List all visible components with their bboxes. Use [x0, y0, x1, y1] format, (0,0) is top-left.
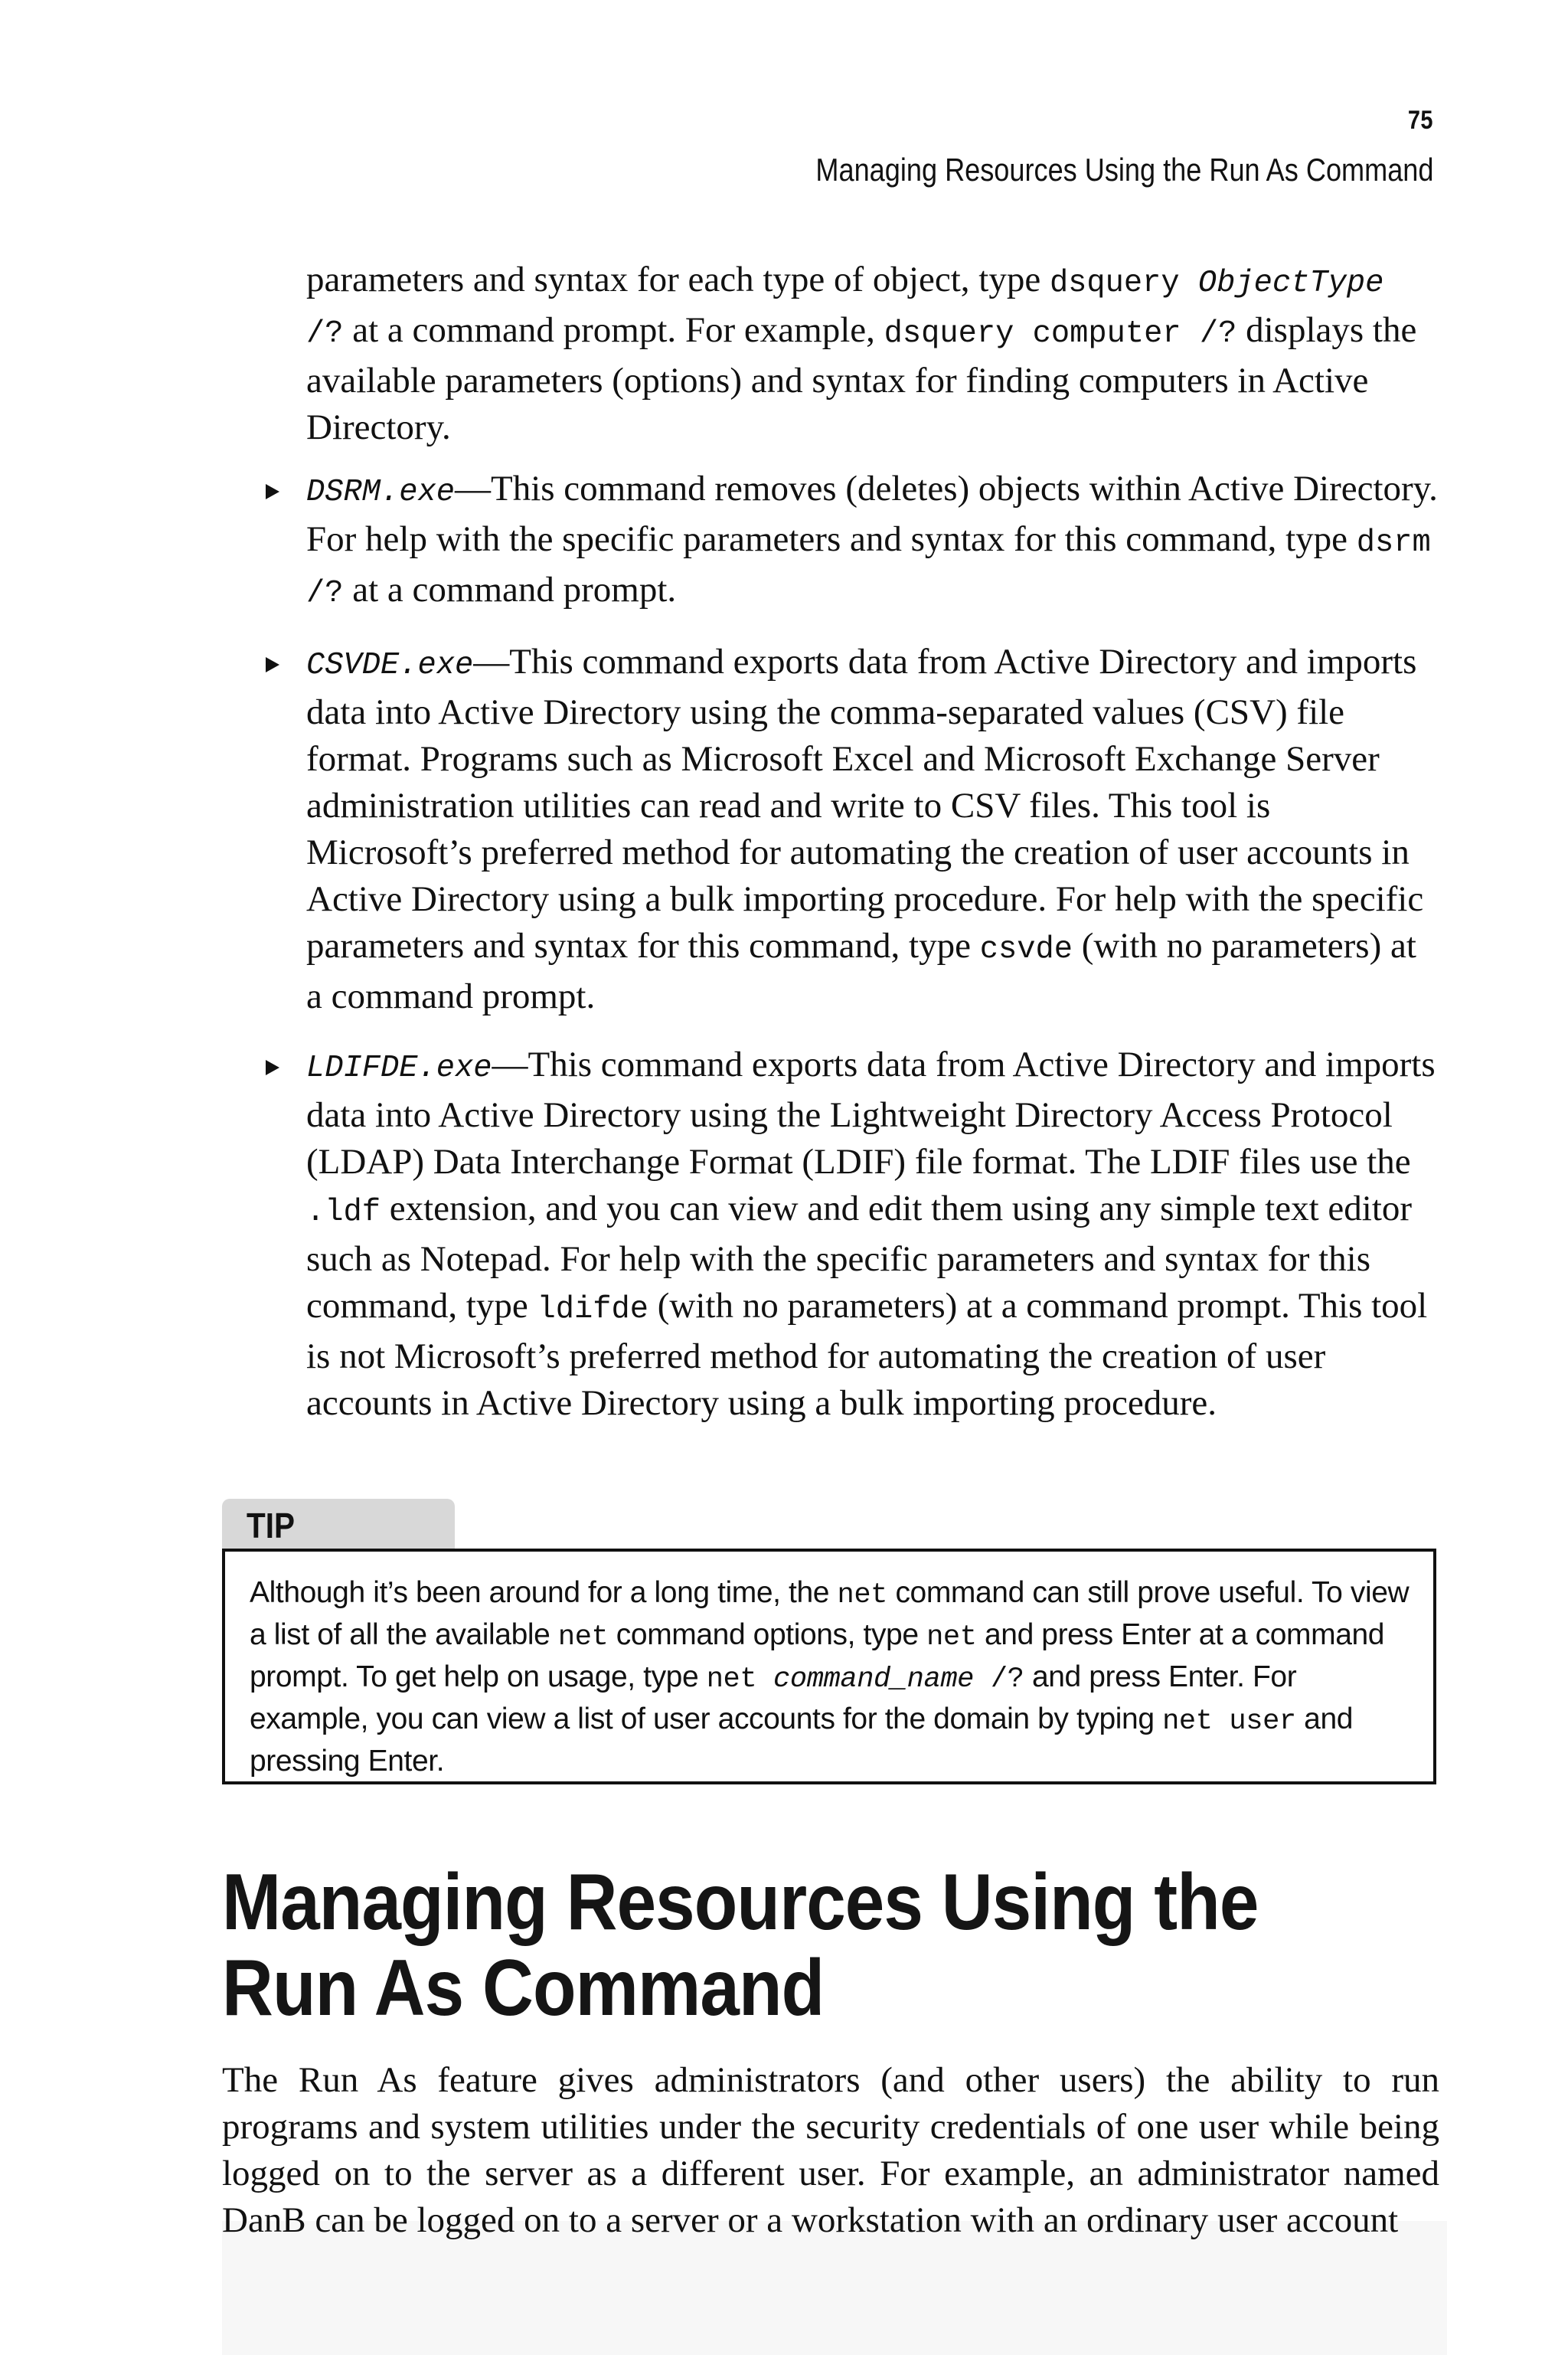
bullet-text: at a command prompt. — [343, 570, 677, 610]
bullet-triangle-icon — [266, 657, 279, 672]
tip-text-run: command can still prove useful. To view a list of all the available — [250, 1576, 1410, 1651]
code-net: net — [557, 1621, 609, 1653]
code-ldf: .ldf — [306, 1195, 381, 1230]
running-header: Managing Resources Using the Run As Command — [815, 152, 1433, 188]
bullet-text: (with no parameters) at a command prompt. — [306, 926, 1416, 1016]
bullet-csvde — [306, 639, 1439, 1020]
tip-tab — [222, 1499, 455, 1549]
section-heading: Managing Resources Using the Run As Command — [222, 1858, 1259, 2033]
text-run: at a command prompt. For example, — [343, 310, 884, 350]
tip-text-run: and press Enter at a command prompt. To get help on usage, type — [250, 1618, 1385, 1693]
code-net: net — [926, 1621, 977, 1653]
page-number: 75 — [1407, 106, 1433, 135]
code-help-switch: /? — [306, 316, 344, 352]
text-run: displays the available parameters (options) and syntax for finding computers in Active Directory. — [306, 310, 1417, 447]
bullet-text: —This command exports data from Active Directory and imports data into Active Directory using the Lightweight Directory Access Protocol (LDAP) Data Interchange Format (LDIF) file format. The LDIF files use the — [306, 1045, 1436, 1182]
code-command-name: command_name — [773, 1663, 975, 1696]
bullet-text: extension, and you can view and edit them using any simple text editor such as Notepad. For help with the specific parameters and syntax for this command, type — [306, 1189, 1413, 1326]
code-help-switch: /? — [974, 1663, 1024, 1696]
tool-name: DSRM.exe — [306, 475, 455, 510]
bullet-text: (with no parameters) at a command prompt. This tool is not Microsoft’s preferred method for automating the creation of user accounts in Active Directory using a bulk importing procedure. — [306, 1286, 1428, 1423]
code-ldifde: ldifde — [537, 1292, 649, 1327]
code-net: net — [837, 1579, 888, 1611]
bullet-ldifde — [306, 1042, 1439, 1427]
continuation-paragraph — [306, 257, 1439, 451]
code-csvde: csvde — [979, 932, 1073, 967]
tip-text-run: command options, type — [608, 1618, 927, 1651]
tip-box — [222, 1549, 1436, 1784]
tool-name: LDIFDE.exe — [306, 1051, 492, 1086]
code-dsrm: dsrm /? — [306, 525, 1431, 611]
bullet-triangle-icon — [266, 484, 279, 499]
code-dsquery-computer: dsquery computer /? — [884, 316, 1237, 352]
tip-label: TIP — [247, 1506, 295, 1545]
tip-text-run: and pressing Enter. — [250, 1702, 1354, 1778]
code-net-user: net user — [1162, 1706, 1296, 1738]
tip-text-run: and press Enter. For example, you can view a list of user accounts for the domain by typing — [250, 1660, 1297, 1735]
tool-name: CSVDE.exe — [306, 648, 474, 683]
bullet-text: —This command removes (deletes) objects within Active Directory. For help with the specific parameters and syntax for this command, type — [306, 469, 1438, 559]
bullet-text: —This command exports data from Active Directory and imports data into Active Directory using the comma-separated values (CSV) file format. Programs such as Microsoft Excel and Microsoft Exchange Server administration utilities can read and write to CSV files. This tool is Microsoft’s preferred method for automating the creation of user accounts in Active Directory using a bulk importing procedure. For help with the specific parameters and syntax for this command, type — [306, 642, 1424, 966]
text-run: parameters and syntax for each type of object, type — [306, 260, 1050, 299]
tip-text-run: Although it’s been around for a long time, the — [250, 1576, 838, 1609]
section-intro-paragraph: The Run As feature gives administrators (and other users) the ability to run programs and system utilities under the security credentials of one user while being logged on to the server as a different user. For example, an administrator named DanB can be logged on to a server or a workstation with an ordinary user account — [222, 2060, 1439, 2240]
bullet-dsrm — [306, 466, 1439, 617]
code-dsquery: dsquery — [1049, 266, 1198, 301]
tip-text — [250, 1573, 1413, 1781]
code-net: net — [706, 1663, 774, 1696]
bullet-triangle-icon — [266, 1060, 279, 1075]
tool-bullet-list — [306, 466, 1439, 1448]
code-objecttype: ObjectType — [1197, 266, 1384, 301]
